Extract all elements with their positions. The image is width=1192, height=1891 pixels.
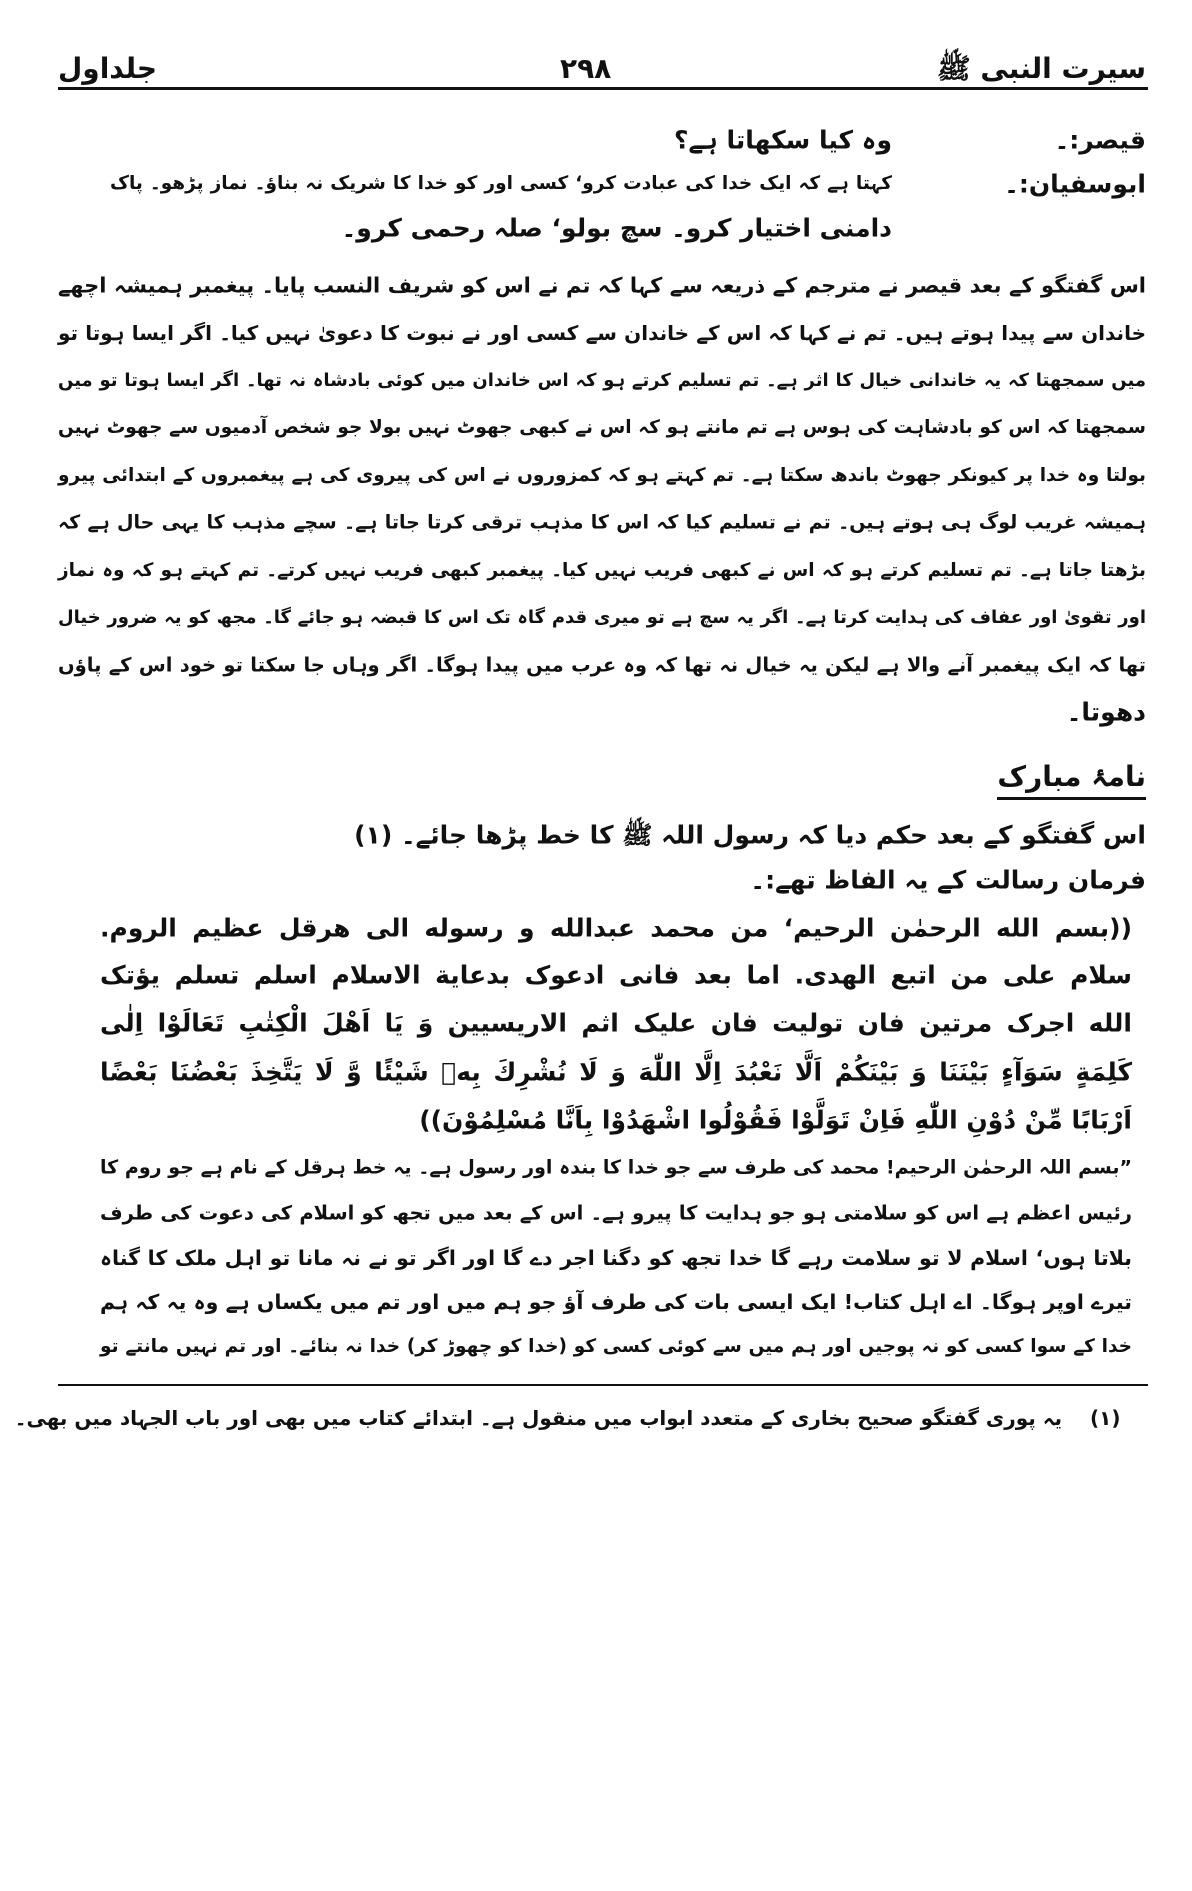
page-number: ۲۹۸ xyxy=(560,52,612,85)
speaker-qaisar: قیصر:۔ xyxy=(1054,125,1146,155)
footnote-text: یہ پوری گفتگو صحیح بخاری کے متعدد ابواب میں منقول ہے۔ ابتدائے کتاب میں بھی اور باب الجہاد میں بھی۔ xyxy=(14,1406,1062,1430)
translation-line: خدا کے سوا کسی کو نہ پوجیں اور ہم میں سے کوئی کسی کو (خدا کو چھوڑ کر) خدا نہ بنائے۔ اور تم نہیں مانتے تو xyxy=(100,1335,1132,1357)
paragraph-line: تھا کہ ایک پیغمبر آنے والا ہے لیکن یہ خیال نہ تھا کہ وہ عرب میں پیدا ہوگا۔ اگر وہاں جا سکتا تو خود اس کے پاؤں xyxy=(58,653,1146,677)
dialogue-line: کہتا ہے کہ ایک خدا کی عبادت کرو‘ کسی اور کو خدا کا شریک نہ بناؤ۔ نماز پڑھو۔ پاک xyxy=(110,172,892,194)
arabic-line: ((بسم الله الرحمٰن الرحيم‘ من محمد عبدالله و رسوله الى هرقل عظيم الروم. xyxy=(100,913,1132,943)
translation-line: بلاتا ہوں‘ اسلام لا تو سلامت رہے گا خدا تجھ کو دگنا اجر دے گا اور اگر تو نے نہ مانا تو اہل ملک کا گناہ xyxy=(100,1245,1132,1270)
translation-line: ”بسم اللہ الرحمٰن الرحیم! محمد کی طرف سے جو خدا کا بندہ اور رسول ہے۔ یہ خط ہرقل کے نام ہے جو روم کا xyxy=(100,1156,1132,1179)
paragraph-line: بڑھتا جاتا ہے۔ تم تسلیم کرتے ہو کہ اس نے کبھی فریب نہیں کیا۔ پیغمبر کبھی فریب نہیں کرتے۔ تم کہتے ہو کہ وہ نماز xyxy=(58,559,1146,581)
dialogue-line: دامنی اختیار کرو۔ سچ بولو‘ صلہ رحمی کرو۔ xyxy=(341,213,892,243)
arabic-line: سلام على من اتبع الهدى. اما بعد فانى ادعوک بدعاية الاسلام اسلم تسلم يؤتک xyxy=(100,960,1132,990)
paragraph-line: اس گفتگو کے بعد قیصر نے مترجم کے ذریعہ سے کہا کہ تم نے اس کو شریف النسب پایا۔ پیغمبر ہمیشہ اچھے xyxy=(58,273,1146,298)
intro-line: اس گفتگو کے بعد حکم دیا کہ رسول اللہ ﷺ کا خط پڑھا جائے۔ (۱) xyxy=(354,820,1146,850)
arabic-line: اَرْبَابًا مِّنْ دُوْنِ اللّٰهِ فَاِنْ تَوَلَّوْا فَقُوْلُوا اشْهَدُوْا بِاَنَّا مُسْلِمُوْنَ)) xyxy=(419,1105,1132,1135)
paragraph-line: خاندان سے پیدا ہوتے ہیں۔ تم نے کہا کہ اس کے خاندان سے کسی اور نے نبوت کا دعویٰ نہیں کیا۔ اگر ایسا ہوتا تو xyxy=(58,321,1146,345)
paragraph-line: ہمیشہ غریب لوگ ہی ہوتے ہیں۔ تم نے تسلیم کیا کہ اس کا مذہب ترقی کرتا جاتا ہے۔ سچے مذہب کا یہی حال ہے کہ xyxy=(58,511,1146,534)
section-heading: نامۂ مبارک xyxy=(997,760,1146,800)
translation-line: رئیس اعظم ہے اس کو سلامتی ہو جو ہدایت کا پیرو ہے۔ اس کے بعد میں تجھ کو اسلام کی دعوت کی طرف xyxy=(100,1201,1132,1225)
footnote-rule xyxy=(58,1384,1148,1386)
arabic-line: كَلِمَةٍ سَوَآءٍ بَيْنَنَا وَ بَيْنَكُمْ اَلَّا نَعْبُدَ اِلَّا اللّٰهَ وَ لَا نُشْرِكَ بِهٖ شَيْئًا وَّ لَا يَتَّخِذَ بَعْضُنَا بَعْضًا xyxy=(100,1057,1132,1087)
header-rule xyxy=(58,87,1148,90)
paragraph-line: میں سمجھتا کہ یہ خاندانی خیال کا اثر ہے۔ تم تسلیم کرتے ہو کہ اس خاندان میں کوئی بادشاہ نہ تھا۔ اگر ایسا ہوتا تو میں xyxy=(58,370,1146,391)
paragraph-line: اور تقویٰ اور عفاف کی ہدایت کرتا ہے۔ اگر یہ سچ ہے تو میری قدم گاہ تک اس کا قبضہ ہو جائے گا۔ مجھ کو یہ ضرور خیال xyxy=(58,607,1146,628)
arabic-line: الله اجرک مرتين فان توليت فان عليک اثم الاريسيين وَ يَا اَهْلَ الْكِتٰبِ تَعَالَوْا اِلٰى xyxy=(100,1008,1132,1038)
speaker-abu-sufyan: ابوسفیان:۔ xyxy=(1004,169,1146,199)
paragraph-line: دھوتا۔ xyxy=(1066,697,1146,727)
translation-line: تیرے اوپر ہوگا۔ اے اہل کتاب! ایک ایسی بات کی طرف آؤ جو ہم میں اور تم میں یکساں ہے وہ یہ کہ ہم xyxy=(100,1289,1132,1314)
intro-line: فرمان رسالت کے یہ الفاظ تھے:۔ xyxy=(750,865,1146,895)
volume-label: جلداول xyxy=(58,52,158,85)
footnote-marker: (۱) xyxy=(1090,1406,1121,1430)
dialogue-line: وہ کیا سکھاتا ہے؟ xyxy=(673,125,892,155)
paragraph-line: بولتا وہ خدا پر کیونکر جھوٹ باندھ سکتا ہے۔ تم کہتے ہو کہ کمزوروں نے اس کی پیروی کی ہے پیغمبروں کے ابتدائی پیرو xyxy=(58,464,1146,486)
book-title: سیرت النبی ﷺ xyxy=(936,52,1146,85)
paragraph-line: سمجھتا کہ اس کو بادشاہت کی ہوس ہے تم مانتے ہو کہ اس نے کبھی جھوٹ نہیں بولا جو شخص آدمیوں سے جھوٹ نہیں xyxy=(58,416,1146,438)
